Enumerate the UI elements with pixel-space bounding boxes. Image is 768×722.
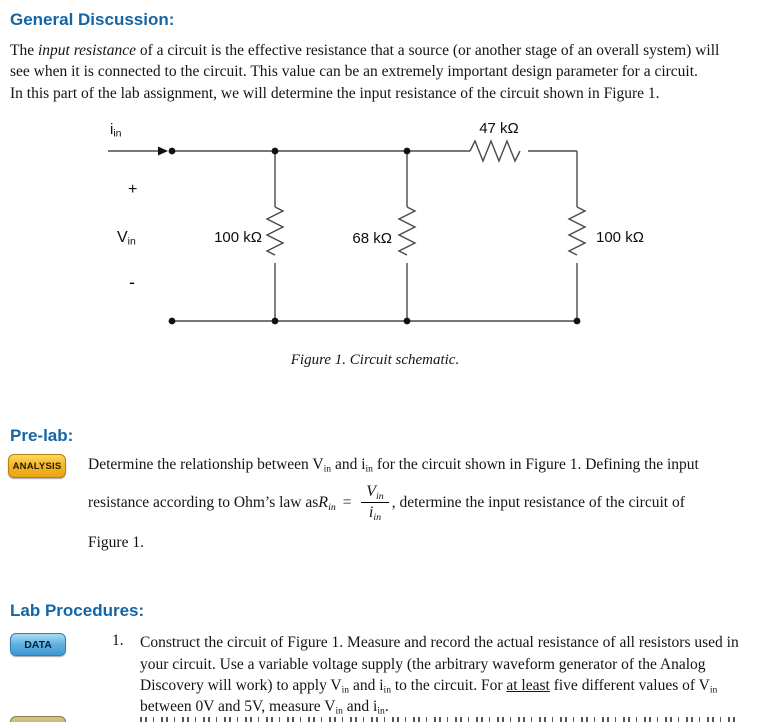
general-discussion-heading: General Discussion: xyxy=(10,10,175,29)
resistor-47k xyxy=(470,141,520,161)
list-item-number: 1. xyxy=(112,632,124,649)
formula-denominator: $i_{in}$ xyxy=(361,502,389,523)
intro-paragraph-line-3: In this part of the lab assignment, we will determine the input resistance of the circuit shown in Figure 1. xyxy=(10,85,660,102)
formula-numerator: $V_{in}$ xyxy=(366,483,384,502)
formula-post-text: , determine the input resistance of the circuit of xyxy=(391,494,685,511)
minus-label: - xyxy=(129,272,135,292)
prelab-text-line-3: Figure 1. xyxy=(88,534,144,551)
current-label: iin xyxy=(110,121,122,140)
formula-equals: = xyxy=(341,494,353,511)
lab-item1-line-1: Construct the circuit of Figure 1. Measure and record the actual resistance of all resistors used in xyxy=(140,634,739,651)
resistor-47k-label: 47 kΩ xyxy=(479,120,519,137)
node-dot-top-middle xyxy=(404,148,411,155)
prelab-heading: Pre-lab: xyxy=(10,426,74,445)
formula-pre-text: resistance according to Ohm’s law as xyxy=(88,494,319,511)
partial-next-badge xyxy=(10,716,66,722)
node-dot-input xyxy=(169,148,176,155)
node-dot-bottom-input xyxy=(169,318,176,325)
node-dot-bottom-left xyxy=(272,318,279,325)
partial-next-text-fragment xyxy=(140,717,740,722)
figure-caption: Figure 1. Circuit schematic. xyxy=(290,352,460,368)
node-dot-bottom-right xyxy=(574,318,581,325)
resistor-68k-label: 68 kΩ xyxy=(352,230,392,247)
plus-label: + xyxy=(128,181,138,198)
intro-paragraph-line-2: see when it is connected to the circuit. This value can be an extremely important design parameter for a circuit. xyxy=(10,63,698,80)
formula-fraction xyxy=(361,483,389,523)
prelab-text-line-1: Determine the relationship between Vin and iin for the circuit shown in Figure 1. Defining the input xyxy=(88,456,699,475)
lab-procedures-heading: Lab Procedures: xyxy=(10,601,145,620)
lab-item1-line-2: your circuit. Use a variable voltage supply (the arbitrary waveform generator of the Analog xyxy=(140,656,706,673)
resistor-68k xyxy=(399,207,415,255)
lab-item1-line-3: Discovery will work) to apply Vin and iin to the circuit. For at least five different values of Vin xyxy=(140,677,718,696)
resistor-100k-left xyxy=(267,207,283,255)
current-arrow-head xyxy=(158,147,168,156)
resistor-100k-left-label: 100 kΩ xyxy=(214,229,262,246)
voltage-label: Vin xyxy=(117,229,136,248)
analysis-badge: ANALYSIS xyxy=(8,454,66,478)
node-dot-top-left xyxy=(272,148,279,155)
resistor-100k-right xyxy=(569,207,585,255)
resistor-100k-right-label: 100 kΩ xyxy=(596,229,644,246)
prelab-formula-line xyxy=(88,477,685,529)
formula-lhs: $R_{in}$ xyxy=(318,493,336,513)
lab-item1-line-4: between 0V and 5V, measure Vin and iin. xyxy=(140,698,389,717)
data-badge: DATA xyxy=(10,633,66,656)
intro-paragraph-line-1: The input resistance of a circuit is the effective resistance that a source (or another stage of an overall system) will xyxy=(10,42,720,59)
node-dot-bottom-middle xyxy=(404,318,411,325)
